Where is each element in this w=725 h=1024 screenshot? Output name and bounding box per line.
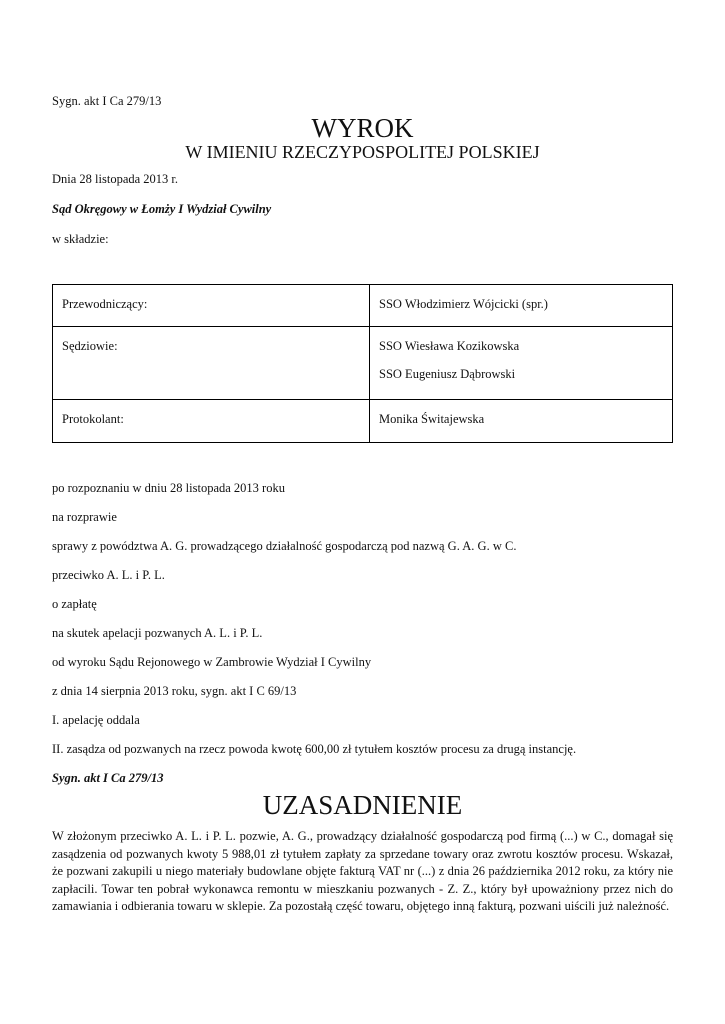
judge-name: SSO Wiesława Kozikowska xyxy=(379,339,520,353)
reasoning-case-signature: Sygn. akt I Ca 279/13 xyxy=(52,771,164,785)
clerk-label: Protokolant: xyxy=(53,400,370,443)
ruling-line: po rozpoznaniu w dniu 28 listopada 2013 roku xyxy=(52,481,285,495)
judge-name: SSO Eugeniusz Dąbrowski xyxy=(379,367,516,381)
presiding-label: Przewodniczący: xyxy=(53,285,370,327)
table-row xyxy=(53,327,673,400)
composition-label: w składzie: xyxy=(52,232,109,246)
judges-label: Sędziowie: xyxy=(53,327,370,400)
table-row xyxy=(53,285,673,327)
presiding-name: SSO Włodzimierz Wójcicki (spr.) xyxy=(370,285,673,327)
ruling-line: na skutek apelacji pozwanych A. L. i P. L. xyxy=(52,626,263,640)
document-subtitle: W IMIENIU RZECZYPOSPOLITEJ POLSKIEJ xyxy=(185,142,540,162)
reasoning-title: UZASADNIENIE xyxy=(262,790,463,820)
judges-names xyxy=(370,327,673,400)
ruling-point: I. apelację oddala xyxy=(52,713,140,727)
ruling-point: II. zasądza od pozwanych na rzecz powoda kwotę 600,00 zł tytułem kosztów procesu za drugą instancję. xyxy=(52,742,577,756)
ruling-line: z dnia 14 sierpnia 2013 roku, sygn. akt I C 69/13 xyxy=(52,684,297,698)
document-title: WYROK xyxy=(311,113,414,143)
composition-table xyxy=(52,284,673,443)
ruling-line: na rozprawie xyxy=(52,510,117,524)
table-row xyxy=(53,400,673,443)
ruling-line: sprawy z powództwa A. G. prowadzącego działalność gospodarczą pod nazwą G. A. G. w C. xyxy=(52,539,517,553)
clerk-name: Monika Świtajewska xyxy=(370,400,673,443)
ruling-line: o zapłatę xyxy=(52,597,97,611)
judgment-date: Dnia 28 listopada 2013 r. xyxy=(52,172,179,186)
court-name: Sąd Okręgowy w Łomży I Wydział Cywilny xyxy=(52,202,272,216)
case-signature: Sygn. akt I Ca 279/13 xyxy=(52,94,162,108)
ruling-line: od wyroku Sądu Rejonowego w Zambrowie Wydział I Cywilny xyxy=(52,655,372,669)
reasoning-paragraph: W złożonym przeciwko A. L. i P. L. pozwie, A. G., prowadzący działalność gospodarczą pod firmą (...) w C., domagał się zasądzenia od pozwanych kwoty 5 988,01 zł tytułem zapłaty za sprzedane towary oraz zwrotu kosztów procesu. Wskazał, że pozwani zakupili u niego materiały budowlane objęte fakturą VAT nr (...) z dnia 26 października 2012 roku, za który nie zapłacili. Towar ten pobrał wykonawca remontu w mieszkaniu pozwanych - Z. Z., który był upoważniony przez nich do zamawiania i odbierania towaru w sklepie. Za pozostałą część towaru, objętego inną fakturą, pozwani uiścili już należność. xyxy=(52,829,673,914)
ruling-line: przeciwko A. L. i P. L. xyxy=(52,568,165,582)
